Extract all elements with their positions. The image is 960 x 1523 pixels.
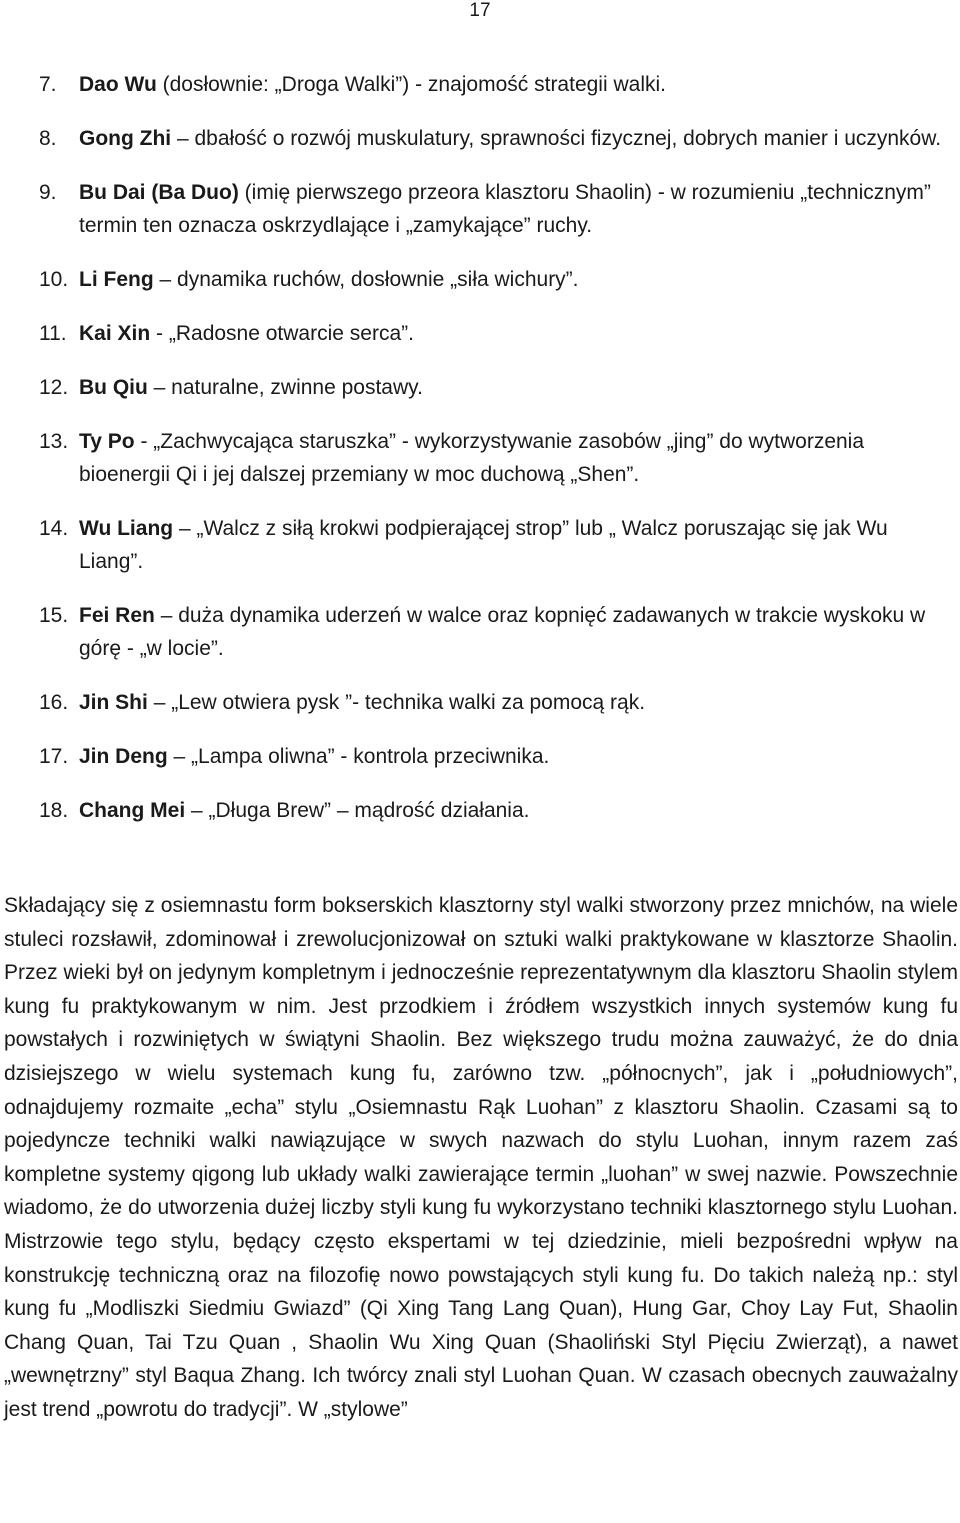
term: Bu Dai (Ba Duo) [79,181,239,204]
term: Jin Deng [79,745,168,768]
list-number: 17. [39,745,69,768]
list-item [0,599,960,665]
term-description: – „Lew otwiera pysk ”- technika walki za pomocą rąk. [147,691,646,714]
body-paragraph: Składający się z osiemnastu form bokserskich klasztorny styl walki stworzony przez mnichów, na wiele stuleci rozsławił, zdominował i zrewolucjonizował on sztuki walki praktykowane w klasztorze Shaolin. Przez wieki był on jedynym kompletnym i jednocześnie reprezentatywnym dla klasztoru Shaolin stylem kung fu praktykowanym w nim. Jest przodkiem i źródłem wszystkich innych systemów kung fu powstałych i rozwiniętych w świątyni Shaolin. Bez większego trudu można zauważyć, że do dnia dzisiejszego w wielu systemach kung fu, zarówno tzw. „północnych”, jak i „południowych”, odnajdujemy rozmaite „echa” stylu „Osiemnastu Rąk Luohan” z klasztoru Shaolin. Czasami są to pojedyncze techniki walki nawiązujące w swych nazwach do stylu Luohan, innym razem zaś kompletne systemy qigong lub układy walki zawierające termin „luohan” w swej nazwie. Powszechnie wiadomo, że do utworzenia dużej liczby styli kung fu wykorzystano techniki klasztornego stylu Luohan. Mistrzowie tego stylu, będący często ekspertami w tej dziedzinie, mieli bezpośredni wpływ na konstrukcję techniczną oraz na filozofię nowo powstających styli kung fu. Do takich należą np.: styl kung fu „Modliszki Siedmiu Gwiazd” (Qi Xing Tang Lang Quan), Hung Gar, Choy Lay Fut, Shaolin Chang Quan, Tai Tzu Quan , Shaolin Wu Xing Quan (Shaoliński Styl Pięciu Zwierząt), a nawet „wewnętrzny” styl Baqua Zhang. Ich twórcy znali styl Luohan Quan. W czasach obecnych zauważalny jest trend „powrotu do tradycji”. W „stylowe” [4,894,958,1421]
list-number: 13. [39,430,69,453]
list-item [0,512,960,578]
term-description: – „Długa Brew” – mądrość działania. [185,799,530,822]
term: Bu Qiu [79,376,148,399]
list-number: 12. [39,376,69,399]
list-number: 9. [39,181,57,204]
term-description: – „Walcz z siłą krokwi podpierającej strop” lub „ Walcz poruszając się jak Wu Liang”. [79,517,888,573]
term: Fei Ren [79,604,155,627]
term-description: (imię pierwszego przeora klasztoru Shaolin) - w rozumieniu „technicznym” termin ten oznacza oskrzydlające i „zamykające” ruchy. [79,181,931,237]
list-item [0,317,960,350]
list-item [0,794,960,827]
term-description: – dynamika ruchów, dosłownie „siła wichury”. [153,268,579,291]
term: Ty Po [79,430,135,453]
list-number: 16. [39,691,69,714]
term-description: - „Zachwycająca staruszka” - wykorzystywanie zasobów „jing” do wytworzenia bioenergii Qi i jej dalszej przemiany w moc duchową „Shen”. [79,430,865,486]
list-number: 15. [39,604,69,627]
list-number: 18. [39,799,69,822]
term: Li Feng [79,268,154,291]
term: Kai Xin [79,322,151,345]
term-description: – naturalne, zwinne postawy. [147,376,423,399]
term-description: (dosłownie: „Droga Walki”) - znajomość strategii walki. [156,73,666,96]
list-number: 8. [39,127,57,150]
term-description: – dbałość o rozwój muskulatury, sprawności fizycznej, dobrych manier i uczynków. [171,127,942,150]
list-item [0,371,960,404]
term: Chang Mei [79,799,186,822]
list-number: 11. [39,322,67,345]
term: Jin Shi [79,691,148,714]
list-item [0,263,960,296]
term-description: – „Lampa oliwna” - kontrola przeciwnika. [167,745,550,768]
list-number: 7. [39,73,57,96]
term-description: – duża dynamika uderzeń w walce oraz kopnięć zadawanych w trakcie wyskoku w górę - „w locie”. [79,604,926,660]
list-item [0,68,960,101]
page-number: 17 [469,0,491,21]
list-item [0,740,960,773]
list-item [0,176,960,242]
list-item [0,686,960,719]
list-number: 14. [39,517,69,540]
list-number: 10. [39,268,69,291]
term: Gong Zhi [79,127,172,150]
list-item [0,425,960,491]
term-description: - „Radosne otwarcie serca”. [150,322,414,345]
list-item [0,122,960,155]
term: Dao Wu [79,73,157,96]
terms-list [0,68,960,827]
term: Wu Liang [79,517,174,540]
